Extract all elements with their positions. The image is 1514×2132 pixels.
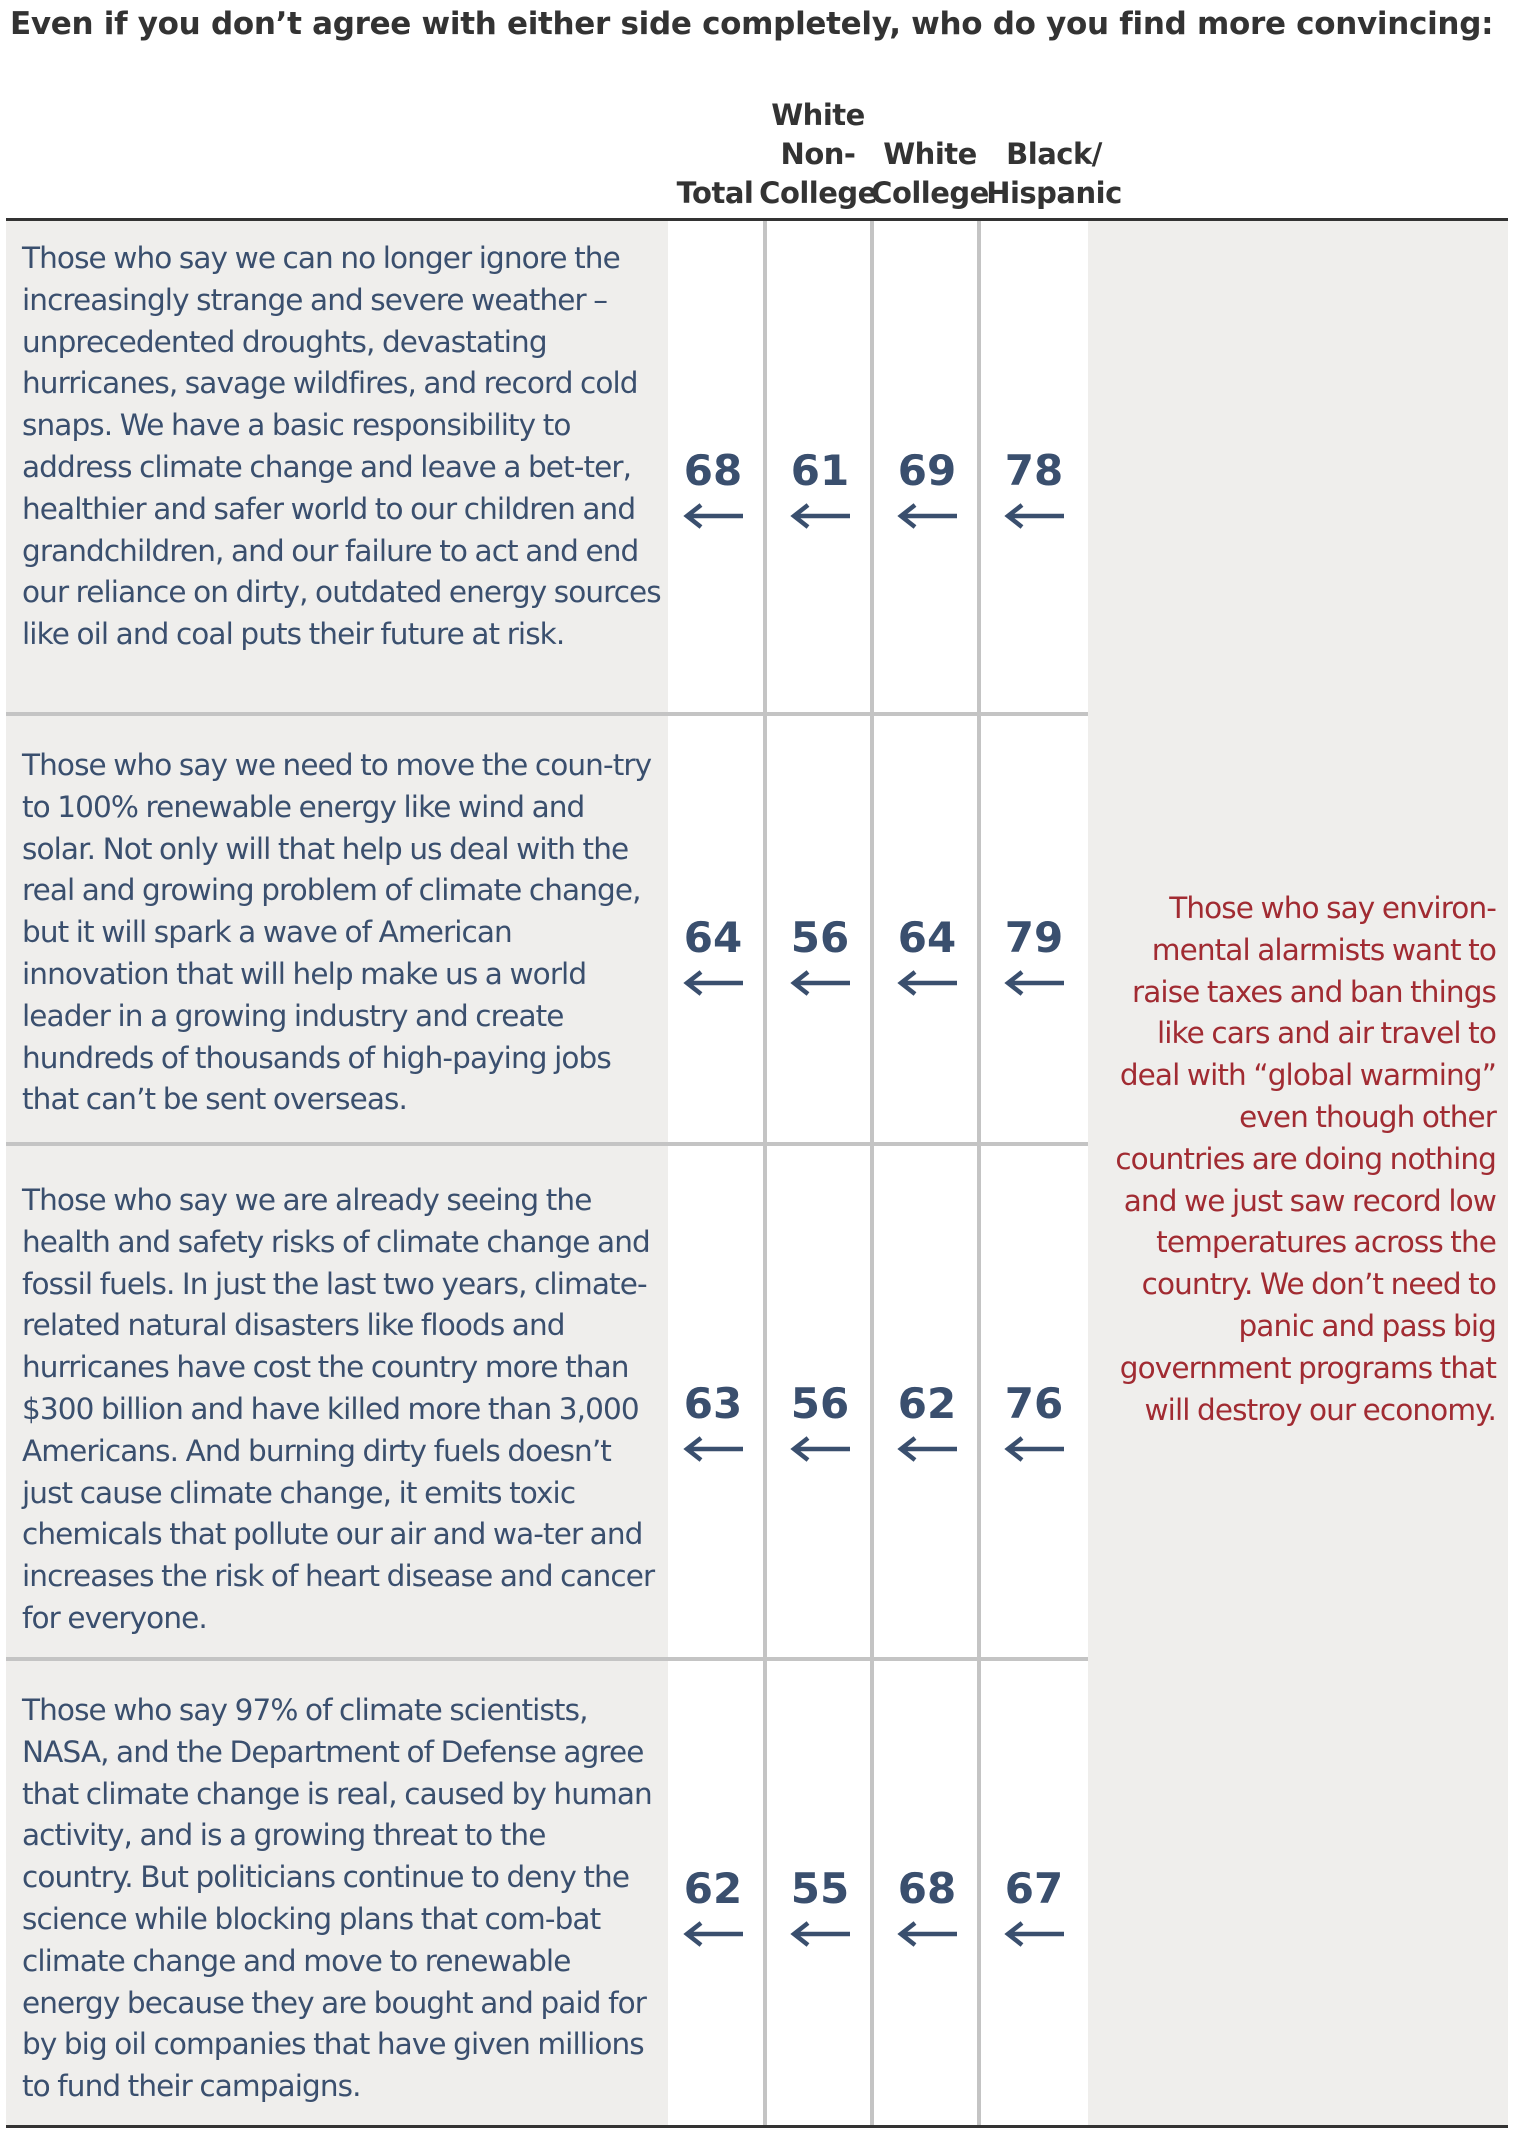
header-white-non-college	[758, 96, 878, 213]
row-1-white-non-college-value: 61	[790, 446, 850, 495]
left-arrow-icon	[683, 502, 745, 530]
row-3-black-hispanic-value: 76	[1004, 1379, 1064, 1428]
header-white-college	[870, 135, 990, 213]
row-4-white-non-college-value: 55	[790, 1864, 850, 1913]
left-arrow-icon	[897, 1435, 959, 1463]
header-line: College	[759, 176, 877, 210]
row-2-black-hispanic-value: 79	[1004, 913, 1064, 962]
row-3-white-non-college-value: 56	[790, 1379, 850, 1428]
left-arrow-icon	[790, 1920, 852, 1948]
row-3-statement: Those who say we are already seeing the health and safety risks of climate change and fossil fuels. In just the last two years, climate-related natural disasters like floods and hurricanes have cost the country more than $300 billion and have killed more than 3,000 Americans. And burning dirty fuels doesn’t just cause climate change, it emits toxic chemicals that pollute our air and wa-ter and increases the risk of heart disease and cancer for everyone.	[22, 1183, 655, 1635]
row-1-black-hispanic-value: 78	[1004, 446, 1064, 495]
left-arrow-icon	[790, 502, 852, 530]
row-4-statement: Those who say 97% of climate scientists, NASA, and the Department of Defense agree that climate change is real, caused by human activity, and is a growing threat to the country. But politicians continue to deny the science while blocking plans that com-bat climate change and move to renewable energy because they are bought and paid for by big oil companies that have given millions to fund their campaigns.	[22, 1693, 652, 2104]
header-line: Hispanic	[986, 176, 1122, 210]
header-total-label: Total	[676, 176, 754, 210]
left-arrow-icon	[683, 1920, 745, 1948]
row-2-total-value: 64	[683, 913, 743, 962]
left-arrow-icon	[1004, 1435, 1066, 1463]
row-divider	[6, 712, 1088, 716]
footer-rule	[6, 2125, 1508, 2128]
left-arrow-icon	[790, 1435, 852, 1463]
row-3-white-college-value: 62	[897, 1379, 957, 1428]
left-arrow-icon	[897, 969, 959, 997]
left-arrow-icon	[683, 1435, 745, 1463]
row-4-total-value: 62	[683, 1864, 743, 1913]
row-2-white-non-college-value: 56	[790, 913, 850, 962]
counter-statement: Those who say environ-mental alarmists want to raise taxes and ban things like cars and air travel to deal with “global warming” even though other countries are doing nothing and we just saw record low temperatures across the country. We don’t need to panic and pass big government programs that will destroy our economy.	[1115, 891, 1496, 1427]
header-black-hispanic	[984, 135, 1124, 213]
header-line: Black/	[1006, 137, 1102, 171]
header-line: White	[771, 98, 865, 132]
row-3-total-value: 63	[683, 1379, 743, 1428]
left-arrow-icon	[1004, 502, 1066, 530]
column-divider	[977, 221, 981, 2125]
row-4-white-college-value: 68	[897, 1864, 957, 1913]
left-arrow-icon	[897, 1920, 959, 1948]
row-divider	[6, 1142, 1088, 1146]
row-divider	[6, 1657, 1088, 1661]
left-arrow-icon	[683, 969, 745, 997]
row-1-total-value: 68	[683, 446, 743, 495]
header-line: Non-	[780, 137, 856, 171]
row-1-white-college-value: 69	[897, 446, 957, 495]
header-line: College	[871, 176, 989, 210]
row-2-white-college-value: 64	[897, 913, 957, 962]
column-divider	[763, 221, 767, 2125]
left-arrow-icon	[1004, 1920, 1066, 1948]
question-title: Even if you don’t agree with either side completely, who do you find more convincing:	[10, 6, 1494, 42]
row-4-black-hispanic-value: 67	[1004, 1864, 1064, 1913]
header-line: White	[883, 137, 977, 171]
left-arrow-icon	[897, 502, 959, 530]
row-2-statement: Those who say we need to move the coun-try to 100% renewable energy like wind and solar. Not only will that help us deal with the real and growing problem of climate change, but it will spark a wave of American innovation that will help make us a world leader in a growing industry and create hundreds of thousands of high-paying jobs that can’t be sent overseas.	[22, 748, 652, 1117]
left-arrow-icon	[790, 969, 852, 997]
row-1-statement: Those who say we can no longer ignore the increasingly strange and severe weather – unprecedented droughts, devastating hurricanes, savage wildfires, and record cold snaps. We have a basic responsibility to address climate change and leave a bet-ter, healthier and safer world to our children and grandchildren, and our failure to act and end our reliance on dirty, outdated energy sources like oil and coal puts their future at risk.	[22, 241, 661, 652]
left-arrow-icon	[1004, 969, 1066, 997]
column-divider	[870, 221, 874, 2125]
header-total	[660, 174, 770, 213]
